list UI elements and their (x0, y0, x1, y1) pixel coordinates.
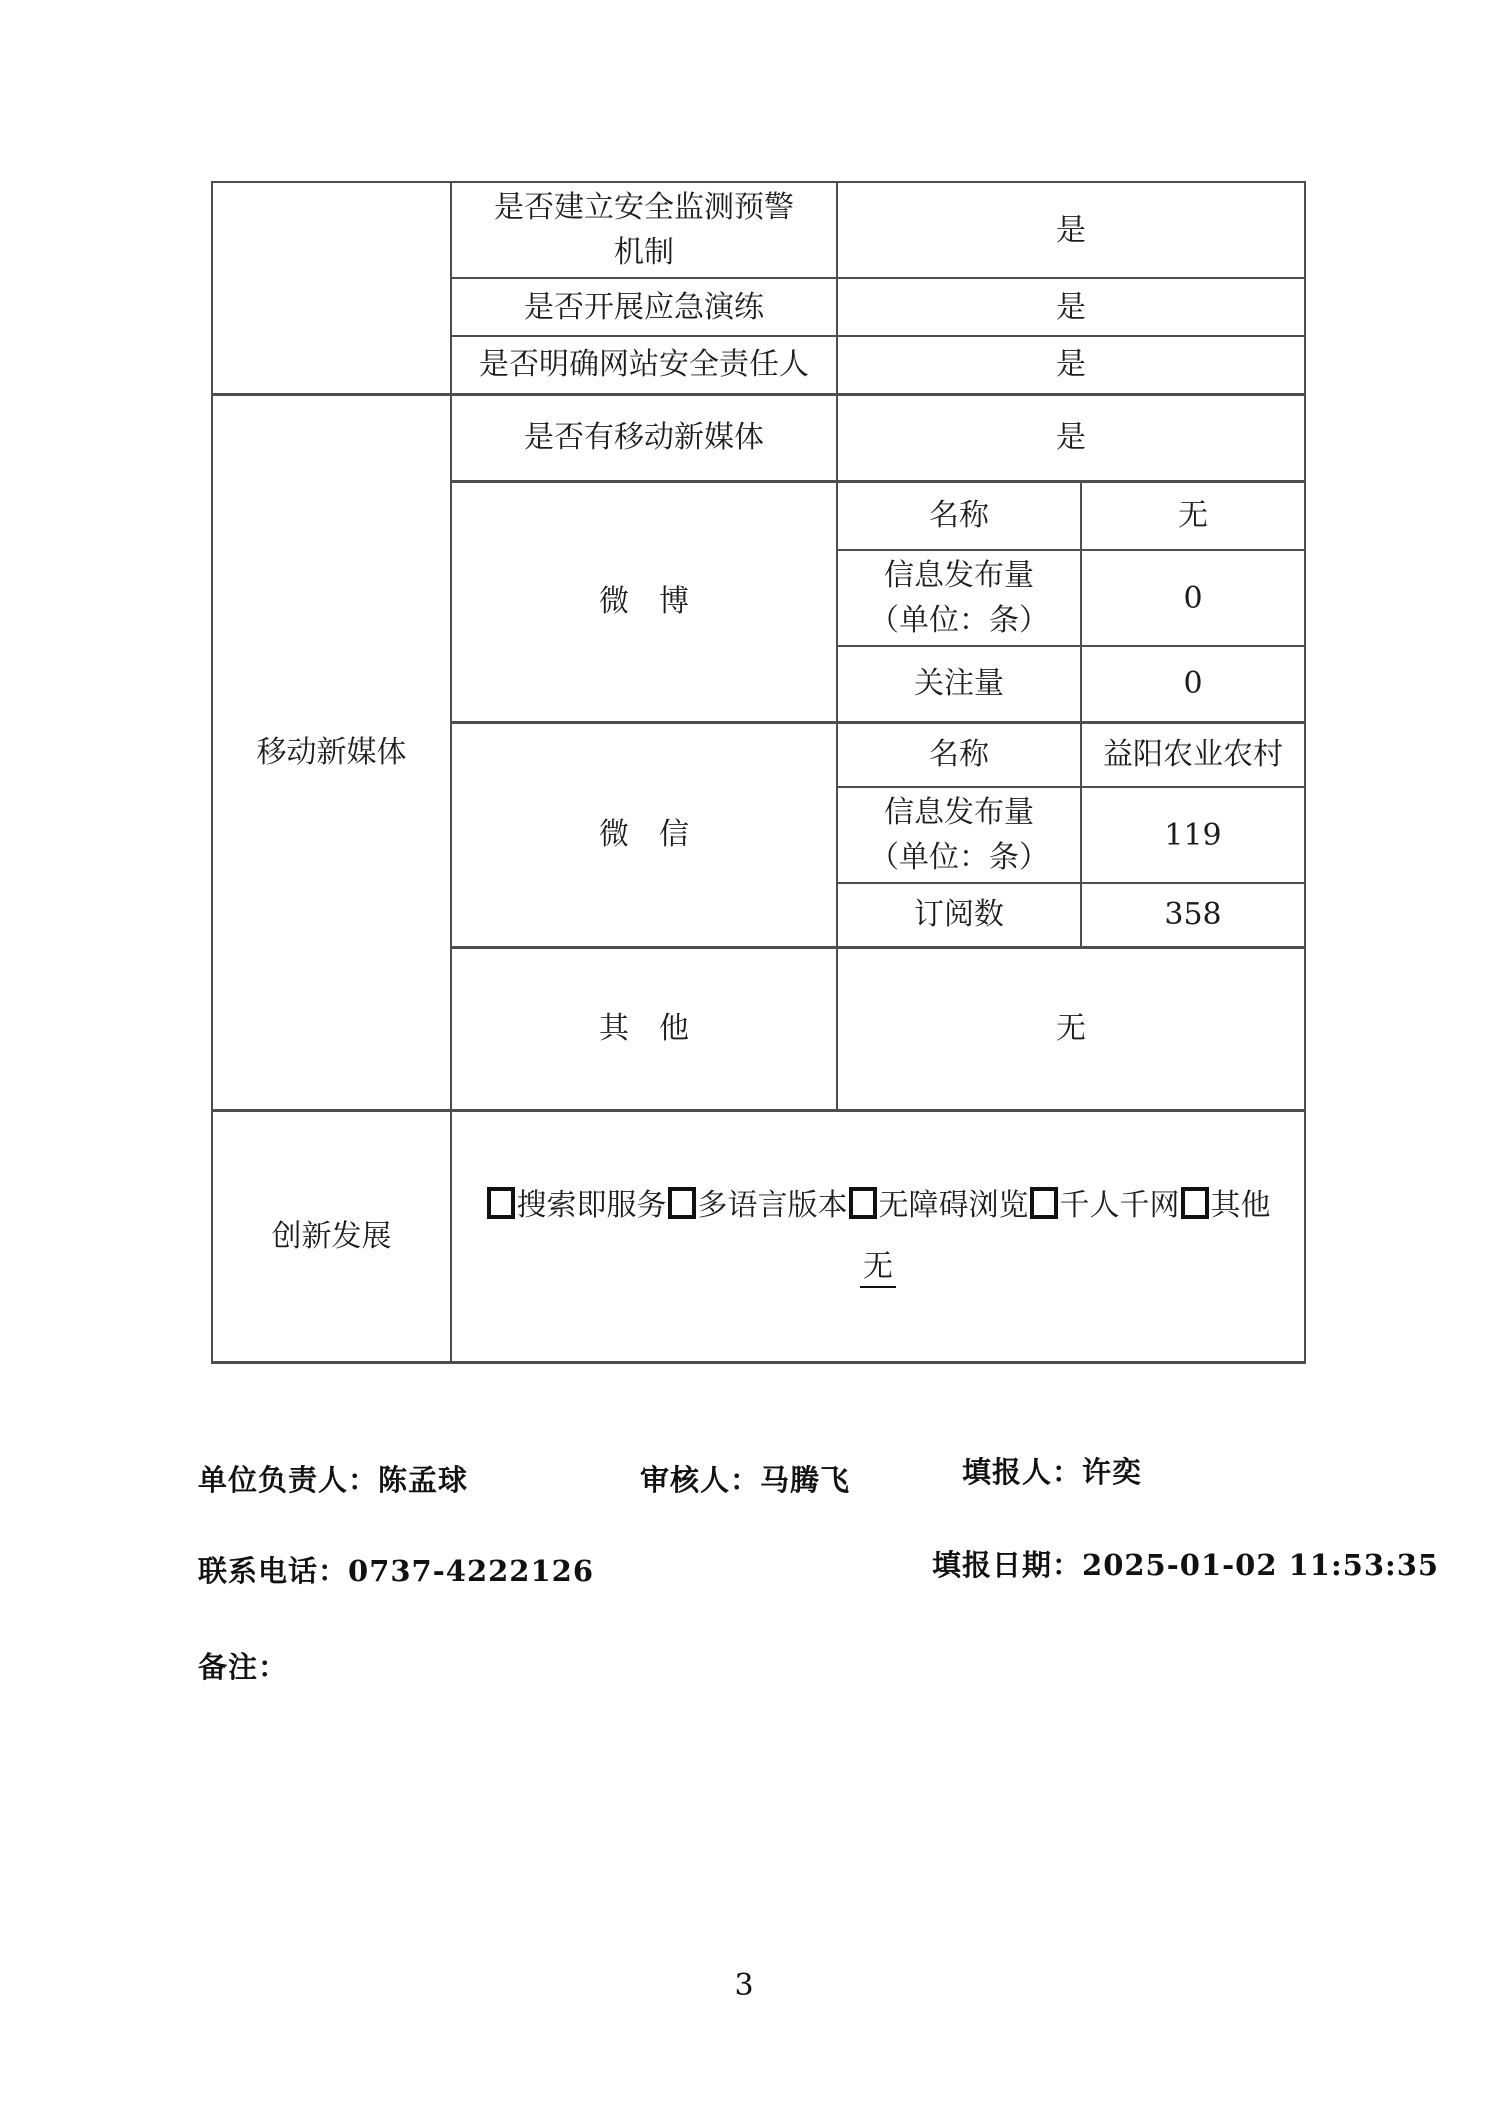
phone-value: 0737-4222126 (348, 1554, 595, 1588)
weibo-name-value: 无 (1081, 481, 1305, 550)
security-section-label-cell (212, 182, 451, 394)
checkbox-multilingual-icon (668, 1187, 696, 1219)
weibo-posts-label (837, 550, 1081, 646)
security-row1-value: 是 (837, 182, 1305, 278)
checkbox-accessibility-icon (849, 1187, 877, 1219)
phone-label: 联系电话： (198, 1554, 349, 1588)
checkbox-personalized-icon (1030, 1187, 1058, 1219)
other-media-label: 其 他 (451, 947, 837, 1110)
weibo-label: 微 博 (451, 481, 837, 722)
innovation-content-cell (451, 1110, 1305, 1362)
option-accessibility: 无障碍浏览 (878, 1188, 1029, 1223)
reviewer-line (640, 1458, 850, 1499)
has-mobile-media-label: 是否有移动新媒体 (451, 394, 837, 481)
weibo-posts-value: 0 (1081, 550, 1305, 646)
security-row3-value: 是 (837, 336, 1305, 394)
checkbox-search-as-service-icon (487, 1187, 515, 1219)
security-row1-label (451, 182, 837, 278)
wechat-posts-label-line1: 信息发布量 (884, 795, 1034, 830)
option-search-as-service: 搜索即服务 (516, 1188, 667, 1223)
innovation-other-line (454, 1244, 1302, 1289)
unit-head-label: 单位负责人： (198, 1463, 379, 1497)
innovation-section-label: 创新发展 (212, 1110, 451, 1362)
wechat-posts-value: 119 (1081, 787, 1305, 883)
option-other: 其他 (1210, 1188, 1271, 1223)
innovation-other-value: 无 (860, 1249, 896, 1288)
other-media-value: 无 (837, 947, 1305, 1110)
security-row3-label: 是否明确网站安全责任人 (451, 336, 837, 394)
phone-line (198, 1549, 594, 1590)
reviewer-label: 审核人： (640, 1463, 761, 1497)
report-table (211, 181, 1306, 1364)
filler-name: 许奕 (1082, 1455, 1143, 1489)
wechat-posts-label-line2: （单位：条） (869, 840, 1049, 875)
wechat-subscribers-label: 订阅数 (837, 883, 1081, 947)
checkbox-other-icon (1181, 1187, 1209, 1219)
weibo-followers-label: 关注量 (837, 646, 1081, 722)
option-personalized: 千人千网 (1059, 1188, 1180, 1223)
unit-head-name: 陈孟球 (378, 1463, 469, 1497)
report-date-line (932, 1543, 1439, 1584)
report-date-label: 填报日期： (932, 1548, 1083, 1582)
page-number: 3 (734, 1968, 754, 2003)
wechat-subscribers-value: 358 (1081, 883, 1305, 947)
has-mobile-media-value: 是 (837, 394, 1305, 481)
wechat-posts-label (837, 787, 1081, 883)
weibo-followers-value: 0 (1081, 646, 1305, 722)
security-row1-label-line2: 机制 (614, 235, 674, 270)
security-row2-value: 是 (837, 278, 1305, 336)
report-date-value: 2025-01-02 11:53:35 (1082, 1548, 1440, 1582)
remarks-label: 备注： (198, 1650, 289, 1684)
security-row2-label: 是否开展应急演练 (451, 278, 837, 336)
remarks-line (198, 1645, 288, 1686)
weibo-posts-label-line2: （单位：条） (869, 603, 1049, 638)
security-row1-label-line1: 是否建立安全监测预警 (494, 190, 794, 225)
wechat-label: 微 信 (451, 722, 837, 947)
innovation-options-line (454, 1183, 1302, 1228)
weibo-name-label: 名称 (837, 481, 1081, 550)
wechat-name-value: 益阳农业农村 (1081, 722, 1305, 787)
filler-label: 填报人： (962, 1455, 1083, 1489)
unit-head-line (198, 1458, 468, 1499)
mobile-media-section-label: 移动新媒体 (212, 394, 451, 1110)
option-multilingual: 多语言版本 (697, 1188, 848, 1223)
weibo-posts-label-line1: 信息发布量 (884, 558, 1034, 593)
reviewer-name: 马腾飞 (760, 1463, 851, 1497)
wechat-name-label: 名称 (837, 722, 1081, 787)
filler-line (962, 1450, 1142, 1491)
